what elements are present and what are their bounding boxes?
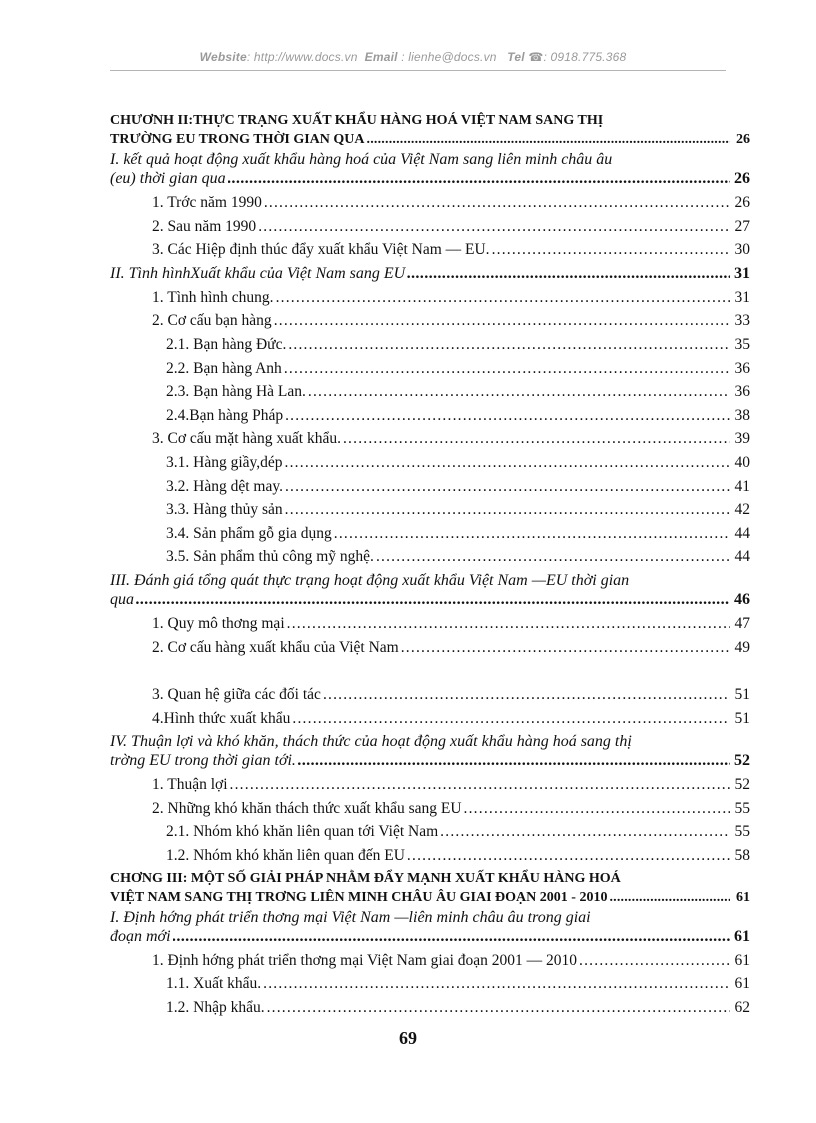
toc-page-number: 52 [734, 752, 750, 770]
toc-page-number: 36 [734, 383, 750, 401]
table-of-contents [110, 113, 750, 1022]
toc-item [110, 430, 750, 454]
toc-subitem [110, 501, 750, 525]
toc-page-number: 44 [734, 524, 750, 542]
toc-page-number: 61 [734, 927, 750, 945]
toc-subitem [110, 336, 750, 360]
toc-page-number: 52 [734, 776, 750, 794]
toc-section [110, 909, 750, 928]
toc-dot-leader [292, 710, 730, 728]
toc-entry-title: I. Định hớng phát triển thơng mại Việt Nam —liên minh châu âu trong giai [110, 908, 591, 926]
header-divider [110, 70, 726, 71]
toc-entry-title: 2. Những khó khăn thách thức xuất khẩu sang EU [152, 799, 462, 817]
toc-section [110, 928, 750, 952]
toc-entry-title: 2. Cơ cấu hàng xuất khẩu của Việt Nam [152, 638, 399, 656]
toc-subitem [110, 847, 750, 871]
toc-dot-leader [308, 383, 730, 401]
toc-entry-title: 3.1. Hàng giầy,dép [166, 453, 283, 471]
toc-entry-title: 3. Quan hệ giữa các đối tác [152, 686, 321, 704]
toc-dot-leader [287, 615, 730, 633]
toc-subitem [110, 407, 750, 431]
toc-page-number: 30 [734, 241, 750, 259]
toc-page-number: 51 [734, 686, 750, 704]
toc-dot-leader [407, 847, 730, 865]
toc-page-number: 61 [734, 975, 750, 993]
toc-section [110, 170, 750, 194]
toc-entry-title: 2.1. Bạn hàng Đức. [166, 335, 287, 353]
toc-page-number: 33 [734, 312, 750, 330]
toc-dot-leader [343, 430, 730, 448]
toc-page-number: 58 [734, 847, 750, 865]
toc-dot-leader [285, 478, 730, 496]
toc-entry-title: VIỆT NAM SANG THỊ TRƠNG LIÊN MINH CHÂU ÂU GIAI ĐOẠN 2001 - 2010 [110, 889, 608, 905]
toc-entry-title: 3.5. Sản phẩm thủ công mỹ nghệ. [166, 548, 374, 566]
toc-entry-title: 3.4. Sản phẩm gỗ gia dụng [166, 524, 332, 542]
toc-dot-leader [285, 501, 730, 519]
toc-item [110, 800, 750, 824]
toc-page-number: 46 [734, 590, 750, 608]
toc-dot-leader [173, 928, 730, 946]
toc-chapter [110, 890, 750, 909]
toc-chapter [110, 132, 750, 151]
toc-entry-title: 1. Định hớng phát triển thơng mại Việt Nam giai đoạn 2001 — 2010 [152, 951, 578, 969]
toc-entry-title: qua [110, 590, 134, 608]
toc-subitem [110, 823, 750, 847]
toc-entry-title: (eu) thời gian qua [110, 170, 226, 187]
toc-page-number: 31 [734, 264, 750, 282]
toc-dot-leader [228, 170, 730, 188]
toc-subitem [110, 360, 750, 384]
toc-entry-title: 1. Tình hình chung. [152, 288, 274, 306]
toc-dot-leader [288, 336, 730, 354]
toc-chapter [110, 871, 750, 890]
email-label: Email [364, 50, 398, 64]
toc-dot-leader [285, 407, 730, 425]
toc-entry-title: 1.1. Xuất khẩu. [166, 975, 262, 993]
toc-page-number: 26 [736, 132, 750, 147]
toc-entry-title: 2.3. Bạn hàng Hà Lan. [166, 383, 306, 401]
toc-entry-title: 2.2. Bạn hàng Anh [166, 359, 282, 377]
toc-page-number: 41 [734, 477, 750, 495]
page-number: 69 [399, 1028, 417, 1048]
toc-dot-leader [284, 360, 730, 378]
toc-entry-title: 3.2. Hàng dệt may. [166, 477, 283, 495]
toc-page-number: 49 [734, 638, 750, 656]
toc-item [110, 776, 750, 800]
toc-page-number: 27 [734, 217, 750, 235]
toc-subitem [110, 478, 750, 502]
toc-subitem [110, 548, 750, 572]
website-value: : http://www.docs.vn [246, 50, 358, 64]
toc-item [110, 639, 750, 663]
toc-subitem [110, 383, 750, 407]
toc-subitem [110, 525, 750, 549]
toc-dot-leader [609, 890, 730, 906]
toc-entry-title: 1.2. Nhập khẩu. [166, 998, 265, 1016]
toc-entry-title: 3. Cơ cấu mặt hàng xuất khẩu. [152, 430, 341, 448]
toc-chapter [110, 113, 750, 132]
toc-entry-title: 2.4.Bạn hàng Pháp [166, 406, 284, 424]
toc-entry-title: 1. Trớc năm 1990 [152, 194, 262, 211]
tel-value: : 0918.775.368 [543, 50, 627, 64]
toc-page-number: 61 [736, 889, 750, 905]
toc-page-number: 51 [734, 709, 750, 727]
toc-dot-leader [376, 548, 730, 566]
toc-page-number: 38 [734, 406, 750, 424]
toc-entry-title: 2.1. Nhóm khó khăn liên quan tới Việt Nam [166, 823, 439, 841]
toc-dot-leader [407, 265, 730, 283]
toc-dot-leader [276, 289, 730, 307]
toc-page-number: 36 [734, 359, 750, 377]
toc-dot-leader [334, 525, 730, 543]
toc-section [110, 752, 750, 776]
website-label: Website [199, 50, 247, 64]
toc-page-number: 62 [734, 998, 750, 1016]
toc-entry-title: 4.Hình thức xuất khẩu [152, 709, 291, 727]
toc-entry-title: TRƯỜNG EU TRONG THỜI GIAN QUA [110, 132, 365, 147]
toc-page-number: 35 [734, 335, 750, 353]
toc-entry-title: CHƯƠNH II:THỰC TRẠNG XUẤT KHẨU HÀNG HOÁ VIỆT NAM SANG THỊ [110, 113, 604, 128]
toc-dot-leader [401, 639, 730, 657]
toc-page-number: 26 [734, 170, 750, 187]
toc-item [110, 710, 750, 734]
toc-dot-leader [136, 591, 730, 609]
toc-dot-leader [464, 800, 730, 818]
toc-dot-leader [492, 241, 730, 259]
toc-dot-leader [274, 312, 730, 330]
toc-dot-leader [267, 999, 730, 1017]
toc-entry-title: 2. Sau năm 1990 [152, 217, 257, 235]
toc-page-number: 55 [734, 823, 750, 841]
toc-page-number: 47 [734, 614, 750, 632]
toc-page-number: 31 [734, 288, 750, 306]
toc-entry-title: 3. Các Hiệp định thúc đẩy xuất khẩu Việt Nam — EU. [152, 241, 490, 259]
toc-item [110, 194, 750, 218]
toc-dot-leader [298, 752, 730, 770]
toc-page-number: 42 [734, 501, 750, 519]
toc-item [110, 952, 750, 976]
toc-page-number: 61 [734, 951, 750, 969]
toc-entry-title: 3.3. Hàng thủy sản [166, 501, 283, 519]
toc-page-number: 39 [734, 430, 750, 448]
toc-dot-leader [440, 823, 730, 841]
toc-dot-leader [264, 194, 730, 212]
toc-dot-leader [258, 218, 730, 236]
toc-dot-leader [230, 776, 730, 794]
toc-item [110, 615, 750, 639]
toc-item [110, 218, 750, 242]
toc-section [110, 151, 750, 170]
toc-item [110, 686, 750, 710]
toc-page-number: 40 [734, 453, 750, 471]
toc-dot-leader [323, 686, 730, 704]
phone-icon: ☎ [528, 50, 544, 64]
toc-item [110, 312, 750, 336]
toc-entry-title: CHƠNG III: MỘT SỐ GIẢI PHÁP NHẰM ĐẨY MẠNH XUẤT KHẨU HÀNG HOÁ [110, 870, 621, 886]
toc-entry-title: 1. Thuận lợi [152, 776, 228, 794]
toc-page-number: 26 [734, 194, 750, 211]
toc-dot-leader [367, 132, 731, 148]
toc-subitem [110, 999, 750, 1023]
toc-dot-leader [579, 952, 730, 970]
toc-entry-title: II. Tình hìnhXuất khẩu của Việt Nam sang EU [110, 264, 406, 282]
toc-section [110, 591, 750, 615]
toc-entry-title: III. Đánh giá tổng quát thực trạng hoạt động xuất khẩu Việt Nam —EU thời gian [110, 571, 630, 589]
toc-section [110, 572, 750, 591]
toc-entry-title: 1. Quy mô thơng mại [152, 614, 285, 632]
toc-dot-leader [263, 975, 730, 993]
page-header [110, 50, 716, 64]
toc-page-number: 55 [734, 799, 750, 817]
toc-entry-title: 2. Cơ cấu bạn hàng [152, 312, 272, 330]
toc-item [110, 289, 750, 313]
toc-spacer [110, 662, 750, 686]
email-value: : lienhe@docs.vn [401, 50, 497, 64]
toc-section [110, 265, 750, 289]
toc-entry-title: I. kết quả hoạt động xuất khẩu hàng hoá của Việt Nam sang liên minh châu âu [110, 151, 613, 168]
toc-subitem [110, 454, 750, 478]
toc-page-number: 44 [734, 548, 750, 566]
toc-entry-title: 1.2. Nhóm khó khăn liên quan đến EU [166, 847, 405, 865]
toc-item [110, 241, 750, 265]
toc-entry-title: trờng EU trong thời gian tới. [110, 752, 296, 770]
toc-section [110, 733, 750, 752]
tel-label: Tel [507, 50, 525, 64]
toc-entry-title: IV. Thuận lợi và khó khăn, thách thức của hoạt động xuất khẩu hàng hoá sang thị [110, 733, 632, 751]
toc-dot-leader [285, 454, 730, 472]
toc-subitem [110, 975, 750, 999]
toc-entry-title: đoạn mới [110, 927, 171, 945]
